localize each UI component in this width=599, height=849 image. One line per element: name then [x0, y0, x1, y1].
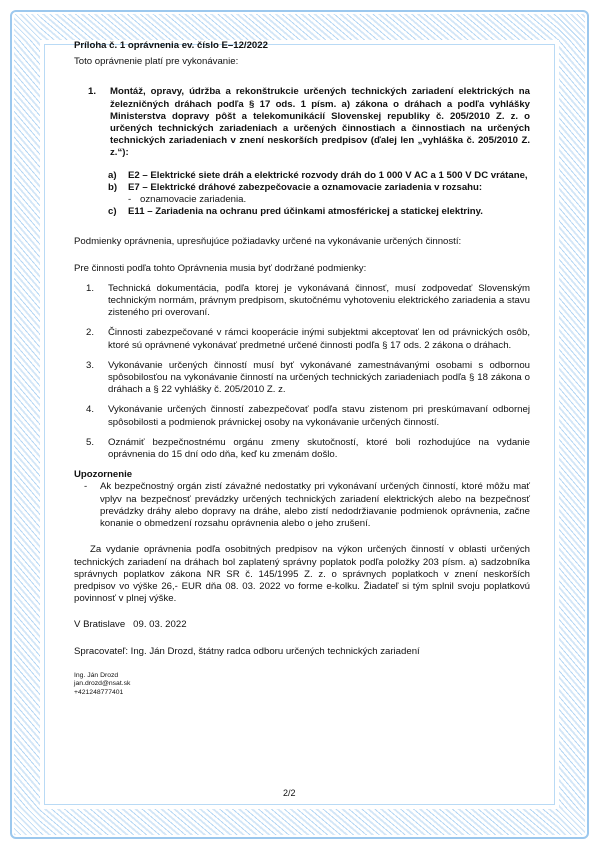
document-content	[74, 40, 530, 697]
condition-text: Vykonávanie určených činností zabezpečovať podľa stavu zistenom pri preskúmavaní odbornej spôsobilosti a podmienok právnickej osoby na vykonávanie určených činností.	[108, 404, 530, 428]
item-c-letter: c)	[108, 206, 117, 218]
condition-item	[74, 283, 530, 320]
condition-item	[74, 437, 530, 461]
item-a-letter: a)	[108, 169, 117, 181]
section-1-items	[108, 170, 530, 219]
intro-text: Toto oprávnenie platí pre vykonávanie:	[74, 56, 239, 68]
conditions-list	[74, 283, 530, 461]
item-c-text: E11 – Zariadenia na ochranu pred účinkami atmosférickej a statickej elektriny.	[128, 206, 483, 218]
contact-phone: +421248777401	[74, 688, 124, 696]
section-1-number: 1.	[88, 86, 97, 98]
item-b-scope-text: oznamovacie zariadenia.	[140, 194, 247, 206]
section-1	[74, 86, 530, 159]
condition-number: 2.	[86, 327, 95, 339]
item-b-text: E7 – Elektrické dráhové zabezpečovacie a oznamovacie zariadenia v rozsahu:	[128, 181, 483, 193]
condition-number: 5.	[86, 436, 95, 448]
condition-text: Činnosti zabezpečované v rámci kooperácie inými subjektmi akceptovať len od právnických osôb, ktoré sú oprávnené vykonávať predmetné určené činnosti podľa § 17 ods. 2 zákona o dráhach.	[108, 327, 530, 351]
item-b	[108, 182, 530, 194]
condition-text: Oznámiť bezpečnostnému orgánu zmeny skutočností, ktoré boli rozhodujúce na vydanie oprávnenia do 15 dní odo dňa, keď ku zmenám došlo.	[108, 436, 530, 461]
condition-number: 1.	[86, 282, 95, 294]
warning-item	[74, 481, 530, 530]
item-c	[108, 206, 530, 218]
contact-block	[74, 672, 530, 697]
condition-text: Vykonávanie určených činností musí byť vykonávané zamestnávanými osobami s odbornou spôsobilosťou na vykonávanie činností na určených technických zariadeniach podľa § 18 zákona o dráhach a § 22 vyhlášky č. 205/2010 Z. z.	[108, 359, 530, 396]
place-date: V Bratislave 09. 03. 2022	[74, 619, 187, 631]
item-a	[108, 170, 530, 182]
condition-number: 3.	[86, 359, 95, 371]
item-a-text: E2 – Elektrické siete dráh a elektrické rozvody dráh do 1 000 V AC a 1 500 V DC vrátane,	[128, 169, 528, 181]
item-b-letter: b)	[108, 181, 118, 193]
contact-name: Ing. Ján Drozd	[74, 671, 119, 679]
section-1-text: Montáž, opravy, údržba a rekonštrukcie určených technických zariadení elektrických na železničných dráhach podľa § 17 ods. 1 písm. a) zákona o dráhach a podľa vyhlášky Ministerstva dopravy pôšt a telekomunikácií Slovenskej republiky č. 205/2010 Z. z. o určených technických zariadeniach a určených činnostiach a činnostiach na určených technických zariadeniach v znení neskorších predpisov (ďalej len „vyhláška č. 205/2010 Z. z.“):	[110, 86, 530, 159]
conditions-lead: Pre činnosti podľa tohto Oprávnenia musia byť dodržané podmienky:	[74, 262, 367, 274]
annex-title: Príloha č. 1 oprávnenia ev. číslo E–12/2022	[74, 40, 268, 51]
condition-item	[74, 404, 530, 428]
warning-heading: Upozornenie	[74, 469, 133, 481]
warning-dash: -	[84, 481, 88, 493]
fee-paragraph: Za vydanie oprávnenia podľa osobitných predpisov na výkon určených činností v oblasti určených technických zariadení na dráhach bol zaplatený správny poplatok podľa položky 203 písm. a) sadzobníka správnych poplatkov zákona NR SR č. 145/1995 Z. z. o správnych poplatkoch v znení neskorších predpisov vo výške 26,- EUR dňa 08. 03. 2022 vo forme e-kolku. Žiadateľ si tým splnil svoju poplatkovú povinnosť v plnej výške.	[74, 544, 530, 605]
item-b-dash: -	[128, 194, 132, 206]
warning-text: Ak bezpečnostný orgán zistí závažné nedostatky pri vykonávaní určených činností, ktoré môžu mať vplyv na bezpečnosť prevádzky určených technických zariadení elektrických alebo na bezpečnosť prevádzky dráhy alebo dopravy na dráhe, alebo zistí nedodržiavanie podmienok oprávnenia, začne konanie o obmedzení rozsahu oprávnenia alebo o jeho zrušení.	[100, 481, 530, 530]
conditions-intro: Podmienky oprávnenia, upresňujúce požiadavky určené na vykonávanie určených činností:	[74, 236, 462, 248]
condition-item	[74, 327, 530, 351]
condition-number: 4.	[86, 404, 95, 416]
prepared-by: Spracovateľ: Ing. Ján Drozd, štátny radca odboru určených technických zariadení	[74, 645, 420, 657]
condition-text: Technická dokumentácia, podľa ktorej je vykonávaná činnosť, musí zodpovedať Slovenským technickým normám, právnym predpisom, skutočnému vyhotoveniu elektrického zariadenia a stavu zisteného pri overovaní.	[108, 282, 530, 319]
page-number: 2/2	[283, 788, 296, 798]
contact-email: jan.drozd@nsat.sk	[74, 680, 131, 688]
item-b-scope	[128, 194, 530, 206]
condition-item	[74, 360, 530, 397]
